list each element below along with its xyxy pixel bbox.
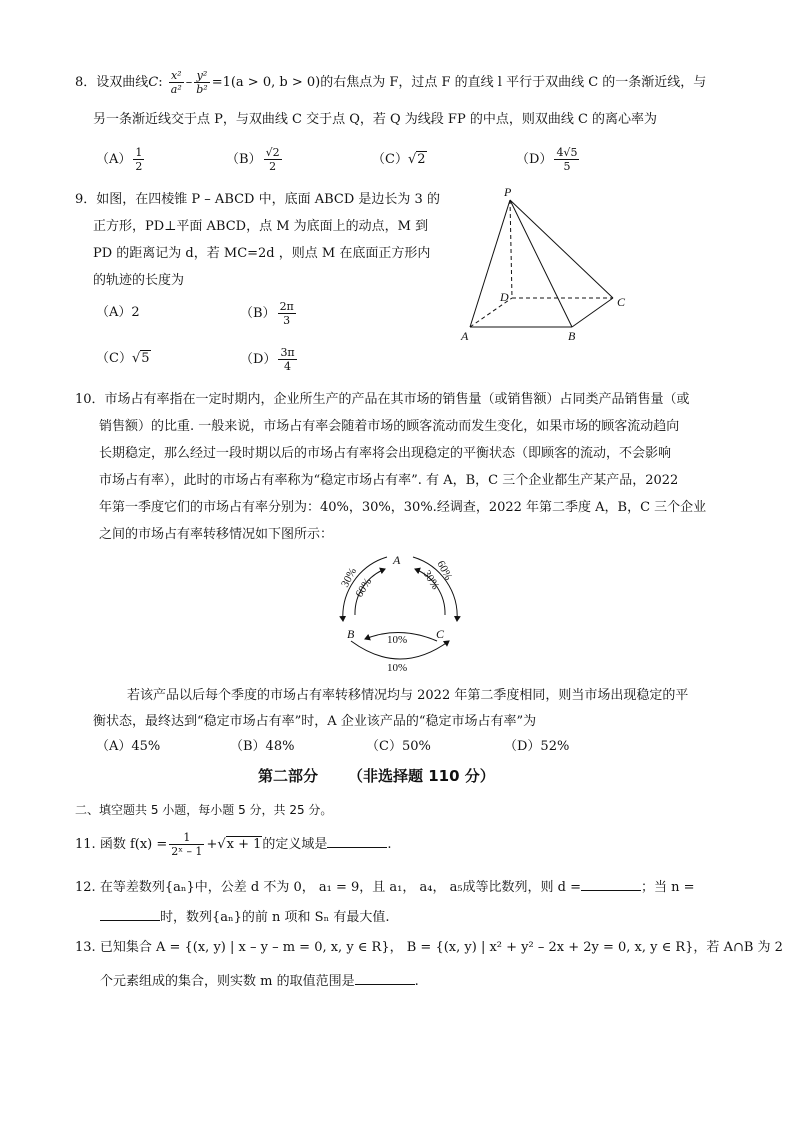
pyramid-figure (455, 182, 645, 347)
q10-option-c: （C）50% (366, 739, 431, 754)
label-d: D (500, 290, 509, 304)
q13-answer-blank (355, 970, 415, 985)
q12-text-2: 时，数列{aₙ}的前 n 项和 Sₙ 有最大值. (160, 910, 390, 925)
edge-pd-dashed (510, 200, 512, 298)
q10-after-text (93, 683, 688, 735)
q12-answer-blank-2 (100, 906, 160, 921)
q11-radicand: x + 1 (226, 837, 262, 852)
market-transfer-diagram (325, 545, 475, 680)
label-b-to-a: 60% (353, 576, 375, 600)
q11-fraction: $\frac{1}{\text{2ˣ – 1}}$ (171, 831, 203, 858)
q9-number: 9． (75, 192, 97, 207)
q8-eq-rhs: =1(a > 0, b > 0) (211, 75, 321, 90)
q10-after-line-2: 衡状态，最终达到“稳定市场占有率”时，A 企业该产品的“稳定市场占有率”为 (93, 714, 537, 729)
q12-line1 (75, 876, 695, 898)
edge-pa (470, 200, 510, 327)
q12-line1-end: ；当 n = (641, 880, 695, 895)
q10-text (75, 386, 706, 548)
q13-text-2: 个元素组成的集合，则实数 m 的取值范围是 (100, 974, 355, 989)
q11-post: 的定义域是 (262, 837, 328, 852)
q10-option-a: （A）45% (96, 739, 161, 754)
edge-bc (572, 298, 613, 327)
label-p: P (504, 185, 512, 199)
q9-option-d: （D） $\frac{3\pi}{4}$ (240, 346, 295, 373)
node-a: A (393, 553, 401, 567)
q8-pre: 设双曲线 (96, 75, 149, 90)
q10-number: 10． (75, 392, 105, 407)
q10-after-line-1: 若该产品以后每个季度的市场占有率转移情况均与 2022 年第二季度相同，则当市场出现稳定的平 (127, 688, 689, 703)
q11-answer-blank (327, 833, 387, 848)
label-c-to-b: 10% (387, 634, 408, 646)
q9-line-3: PD 的距离记为 d，若 MC=2d ，则点 M 在底面正方形内 (93, 246, 431, 261)
q8-line1-rest: 的右焦点为 F，过点 F 的直线 l 平行于双曲线 C 的一条渐近线，与 (320, 75, 707, 90)
q13-number: 13. (75, 940, 96, 955)
label-a-to-c: 30% (420, 568, 442, 592)
edge-pb (510, 200, 572, 327)
label-a-to-b: 30% (339, 565, 360, 590)
q12-line2 (100, 906, 389, 928)
q8-option-d: （D） $\frac{4√5}{5}$ (516, 146, 578, 173)
label-c: C (617, 295, 626, 309)
q9-option-c: （C）√5 (96, 351, 150, 366)
q12-text-1: 在等差数列{aₙ}中，公差 d 不为 0， a₁ = 9，且 a₁， a₄， a₅成等比数列，则 d = (99, 880, 582, 895)
q13-line1 (75, 938, 783, 958)
q8-line2: 另一条渐近线交于点 P，与双曲线 C 交于点 Q，若 Q 为线段 FP 的中点，则双曲线 C 的离心率为 (93, 112, 658, 127)
part2-heading (258, 765, 495, 787)
q9-line-4: 的轨迹的长度为 (93, 273, 185, 288)
q9-text (75, 186, 440, 294)
q8-eq-x-frac: $\frac{\text{x²}}{\text{a²}}$ (170, 69, 182, 96)
q11-number: 11. (75, 837, 96, 852)
q12-number: 12. (75, 880, 96, 895)
q9-line-1: 如图，在四棱锥 P – ABCD 中，底面 ABCD 是边长为 3 的 (96, 192, 440, 207)
part2-title: 第二部分 (258, 767, 319, 785)
q11-line: 11. 函数 f(x) = $\frac{1}{\text{2ˣ – 1}}$ +√x + 1的定义域是 . (75, 831, 392, 858)
node-b: B (347, 627, 355, 641)
q9-option-b: （B） $\frac{2\pi}{3}$ (240, 300, 294, 327)
q8-number: 8． (75, 75, 97, 90)
label-b: B (568, 329, 576, 343)
q10-line-2: 销售额）的比重. 一般来说，市场占有率会随着市场的顾客流动而发生变化，如果市场的顾客流动趋向 (99, 419, 680, 434)
q10-line-1: 市场占有率指在一定时期内，企业所生产的产品在其市场的销售量（或销售额）占同类产品销售量（或 (104, 392, 690, 407)
q11-pre: 函数 f(x) = (99, 837, 168, 852)
q10-line-3: 长期稳定，那么经过一段时期以后的市场占有率将会出现稳定的平衡状态（即顾客的流动，不会影响 (99, 446, 672, 461)
q8-option-a: （A） $\frac{1}{2}$ (96, 146, 143, 173)
label-b-to-c: 10% (387, 662, 408, 674)
q9-option-a: （A）2 (96, 305, 140, 320)
q10-line-5: 年第一季度它们的市场占有率分别为：40%，30%，30%.经调查，2022 年第二季度 A，B，C 三个企业 (99, 500, 707, 515)
q10-line-4: 市场占有率），此时的市场占有率称为“稳定市场占有率”. 有 A，B，C 三个企业都生产某产品，2022 (99, 473, 679, 488)
q8-curve-name: C (148, 75, 159, 90)
q10-option-b: （B）48% (230, 739, 295, 754)
q9-line-2: 正方形，PD⊥平面 ABCD，点 M 为底面上的动点，M 到 (93, 219, 429, 234)
q13-text-1: 已知集合 A = {(x, y) | x – y – m = 0, x, y ∈ R}， B = {(x, y) | x² + y² – 2x + 2y = 0, x, y ∈ R}，若 A∩B 为 2 (99, 940, 783, 955)
q10-option-d: （D）52% (504, 739, 570, 754)
section2-header: 二、填空题共 5 小题，每小题 5 分，共 25 分。 (75, 803, 333, 817)
q8-eq-y-frac: $\frac{\text{y²}}{\text{b²}}$ (196, 69, 208, 96)
node-c: C (436, 627, 445, 641)
q13-line2: 个元素组成的集合，则实数 m 的取值范围是 . (100, 970, 419, 992)
label-a: A (461, 329, 469, 343)
q8-line1: 8．设双曲线C: $\frac{\text{x²}}{\text{a²}}$ – $\frac{\text{y²}}{\text{b²}}$ =1(a > 0, b > 0)的右焦点为 F，过点 F 的直线 l 平行于双曲线 C 的一条渐近线，与 (75, 69, 707, 96)
q10-line-6: 之间的市场占有率转移情况如下图所示： (99, 527, 334, 542)
edge-pc (510, 200, 613, 298)
label-c-to-a: 60% (434, 558, 455, 583)
part2-subtitle: （非选择题 110 分） (348, 767, 495, 785)
q8-option-c: （C）√2 (372, 152, 426, 167)
q8-option-b: （B） $\frac{√2}{2}$ (226, 146, 280, 173)
q12-answer-blank-1 (581, 876, 641, 891)
